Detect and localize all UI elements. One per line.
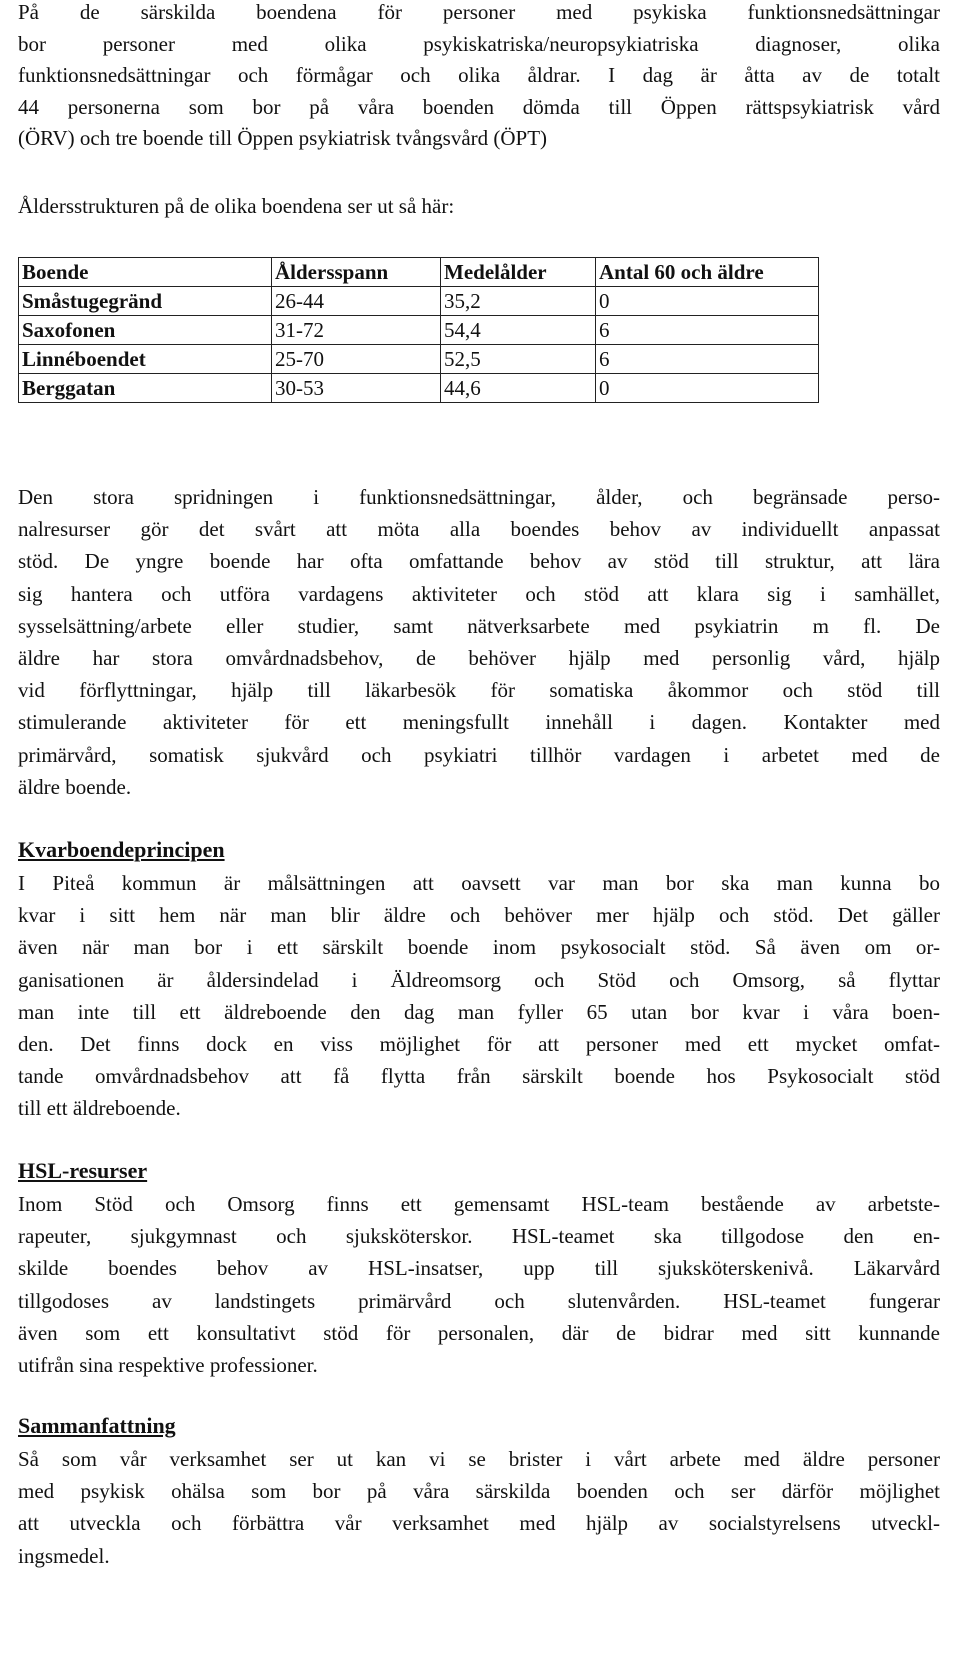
text-line: även när man bor i ett särskilt boende inom psykosocialt stöd. Så även om or- [18, 935, 940, 960]
table-cell: 0 [596, 374, 819, 403]
table-row [19, 345, 819, 374]
table-cell: 54,4 [441, 316, 596, 345]
table-cell: 52,5 [441, 345, 596, 374]
table-cell: 31-72 [272, 316, 441, 345]
table-cell: Småstugegränd [19, 287, 272, 316]
column-header: Åldersspann [272, 258, 441, 287]
spread-paragraph [18, 481, 940, 803]
table-cell: 26-44 [272, 287, 441, 316]
text-line: sysselsättning/arbete eller studier, samt nätverksarbete med psykiatrin m fl. De [18, 613, 940, 638]
column-header: Antal 60 och äldre [596, 258, 819, 287]
text-line: ingsmedel. [18, 1543, 110, 1568]
column-header: Medelålder [441, 258, 596, 287]
table-row [19, 316, 819, 345]
table-row [19, 287, 819, 316]
table-cell: 30-53 [272, 374, 441, 403]
table-cell: 6 [596, 316, 819, 345]
text-line: den. Det finns dock en viss möjlighet för att personer med ett mycket omfat- [18, 1032, 940, 1057]
text-line: skilde boendes behov av HSL-insatser, upp till sjuksköterskenivå. Läkarvård [18, 1256, 940, 1281]
table-cell: 6 [596, 345, 819, 374]
text-line: ganisationen är åldersindelad i Äldreomsorg och Stöd och Omsorg, så flyttar [18, 967, 940, 992]
text-line: vid förflyttningar, hjälp till läkarbesök för somatiska åkommor och stöd till [18, 678, 940, 703]
text-line: stimulerande aktiviteter för ett meningsfullt innehåll i dagen. Kontakter med [18, 710, 940, 735]
section-body [18, 1443, 940, 1572]
text-line: (ÖRV) och tre boende till Öppen psykiatrisk tvångsvård (ÖPT) [18, 126, 548, 150]
table-cell: 44,6 [441, 374, 596, 403]
text-line: även som ett konsultativt stöd för personalen, där de bidrar med sitt kunnande [18, 1320, 940, 1345]
table-cell: Saxofonen [19, 316, 272, 345]
text-line: stöd. De yngre boende har ofta omfattande behov av stöd till struktur, att lära [18, 549, 940, 574]
intro-paragraph [18, 0, 940, 155]
text-line: nalresurser gör det svårt att möta alla boendes behov av individuellt anpassat [18, 517, 940, 542]
table-cell: 0 [596, 287, 819, 316]
age-structure-table [18, 257, 819, 403]
text-line: funktionsnedsättningar och förmågar och olika åldrar. I dag är åtta av de totalt [18, 63, 940, 87]
text-line: kvar i sitt hem när man blir äldre och behöver mer hjälp och stöd. Det gäller [18, 903, 940, 928]
section-heading: HSL-resurser [18, 1158, 148, 1183]
text-line: Så som vår verksamhet ser ut kan vi se brister i vårt arbete med äldre personer [18, 1447, 940, 1471]
table-header-row [19, 258, 819, 287]
table-row [19, 374, 819, 403]
text-line: I Piteå kommun är målsättningen att oavsett var man bor ska man kunna bo [18, 871, 940, 895]
text-line: rapeuter, sjukgymnast och sjuksköterskor. HSL-teamet ska tillgodose den en- [18, 1224, 940, 1249]
text-line: 44 personerna som bor på våra boenden dömda till Öppen rättspsykiatrisk vård [18, 94, 940, 119]
text-line: äldre har stora omvårdnadsbehov, de behöver hjälp med personlig vård, hjälp [18, 646, 940, 671]
text-line: tillgodoses av landstingets primärvård och slutenvården. HSL-teamet fungerar [18, 1288, 940, 1313]
table-cell: 35,2 [441, 287, 596, 316]
text-line: Inom Stöd och Omsorg finns ett gemensamt HSL-team bestående av arbetste- [18, 1192, 940, 1216]
section-body [18, 867, 940, 1125]
text-line: utifrån sina respektive professioner. [18, 1353, 318, 1378]
text-line: till ett äldreboende. [18, 1096, 181, 1121]
text-line: med psykisk ohälsa som bor på våra särskilda boenden och ser därför möjlighet [18, 1479, 940, 1504]
text-line: tande omvårdnadsbehov att få flytta från särskilt boende hos Psykosocialt stöd [18, 1064, 940, 1089]
table-cell: Linnéboendet [19, 345, 272, 374]
column-header: Boende [19, 258, 272, 287]
section-body [18, 1188, 940, 1381]
section-heading: Sammanfattning [18, 1413, 176, 1438]
section-heading: Kvarboendeprincipen [18, 837, 225, 862]
text-line: På de särskilda boendena för personer med psykiska funktionsnedsättningar [18, 0, 940, 24]
text-line: man inte till ett äldreboende den dag man fyller 65 utan bor kvar i våra boen- [18, 999, 940, 1024]
age-intro-text: Åldersstrukturen på de olika boendena ser ut så här: [18, 194, 455, 218]
text-line: primärvård, somatisk sjukvård och psykiatri tillhör vardagen i arbetet med de [18, 742, 940, 767]
text-line: bor personer med olika psykiskatriska/neuropsykiatriska diagnoser, olika [18, 31, 940, 56]
text-line: Den stora spridningen i funktionsnedsättningar, ålder, och begränsade perso- [18, 485, 940, 509]
text-line: att utveckla och förbättra vår verksamhet med hjälp av socialstyrelsens utveckl- [18, 1511, 940, 1536]
table-cell: Berggatan [19, 374, 272, 403]
text-line: äldre boende. [18, 774, 132, 799]
table-cell: 25-70 [272, 345, 441, 374]
text-line: sig hantera och utföra vardagens aktiviteter och stöd att klara sig i samhället, [18, 581, 940, 606]
